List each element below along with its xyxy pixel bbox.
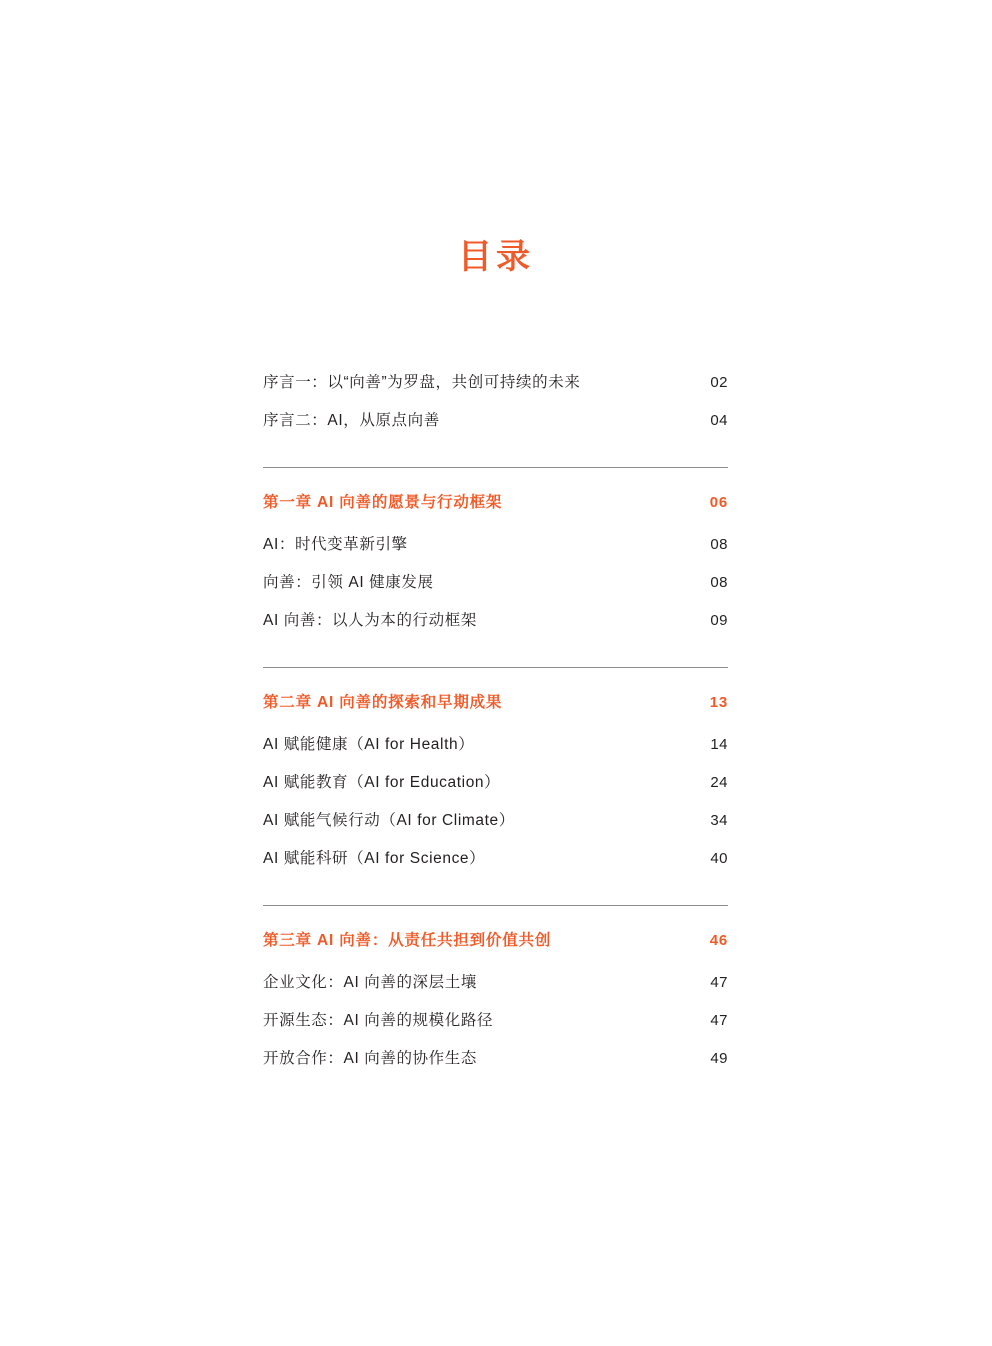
toc-entry-label: AI 赋能健康（AI for Health） [263,736,475,753]
toc-group [263,370,728,468]
toc-entry-page-number: 47 [710,974,728,991]
toc-group [263,468,728,668]
group-spacer [263,906,728,928]
toc-entry-label: 第二章 AI 向善的探索和早期成果 [263,694,503,711]
toc-entry-page-number: 08 [710,574,728,591]
toc-entry[interactable] [263,370,728,408]
toc-entry-page-number: 49 [710,1050,728,1067]
toc-chapter-entry[interactable] [263,928,728,970]
toc-entry[interactable] [263,732,728,770]
toc-entry-label: 序言二：AI，从原点向善 [263,412,440,429]
toc-entry-label: 第一章 AI 向善的愿景与行动框架 [263,494,503,511]
toc-entry-label: 第三章 AI 向善：从责任共担到价值共创 [263,932,552,949]
toc-entry-page-number: 09 [710,612,728,629]
toc-entry-page-number: 06 [709,494,728,511]
toc-entry-label: AI：时代变革新引擎 [263,536,408,553]
toc-list [263,370,728,1084]
toc-entry-page-number: 13 [709,694,728,711]
toc-entry-label: AI 向善：以人为本的行动框架 [263,612,477,629]
toc-entry-page-number: 02 [710,374,728,391]
toc-entry-page-number: 24 [710,774,728,791]
toc-entry-label: AI 赋能教育（AI for Education） [263,774,501,791]
toc-entry-label: AI 赋能气候行动（AI for Climate） [263,812,515,829]
toc-entry[interactable] [263,532,728,570]
toc-entry[interactable] [263,408,728,446]
toc-entry[interactable] [263,846,728,884]
toc-entry-page-number: 08 [710,536,728,553]
toc-entry[interactable] [263,608,728,646]
toc-entry[interactable] [263,770,728,808]
toc-entry-label: 开放合作：AI 向善的协作生态 [263,1050,477,1067]
toc-group [263,668,728,906]
toc-entry[interactable] [263,570,728,608]
page-title: 目录 [458,238,534,276]
toc-entry-label: AI 赋能科研（AI for Science） [263,850,486,867]
toc-entry[interactable] [263,970,728,1008]
toc-chapter-entry[interactable] [263,490,728,532]
toc-group [263,906,728,1084]
toc-entry-page-number: 40 [710,850,728,867]
toc-entry-label: 企业文化：AI 向善的深层土壤 [263,974,477,991]
group-spacer [263,468,728,490]
toc-entry-page-number: 04 [710,412,728,429]
toc-entry-label: 开源生态：AI 向善的规模化路径 [263,1012,494,1029]
toc-entry[interactable] [263,808,728,846]
toc-entry[interactable] [263,1008,728,1046]
toc-entry-page-number: 34 [710,812,728,829]
toc-entry-page-number: 46 [709,932,728,949]
toc-chapter-entry[interactable] [263,690,728,732]
toc-entry-label: 向善：引领 AI 健康发展 [263,574,434,591]
toc-entry-page-number: 47 [710,1012,728,1029]
toc-entry[interactable] [263,1046,728,1084]
group-spacer [263,668,728,690]
toc-entry-page-number: 14 [710,736,728,753]
toc-entry-label: 序言一：以“向善”为罗盘，共创可持续的未来 [263,374,581,391]
